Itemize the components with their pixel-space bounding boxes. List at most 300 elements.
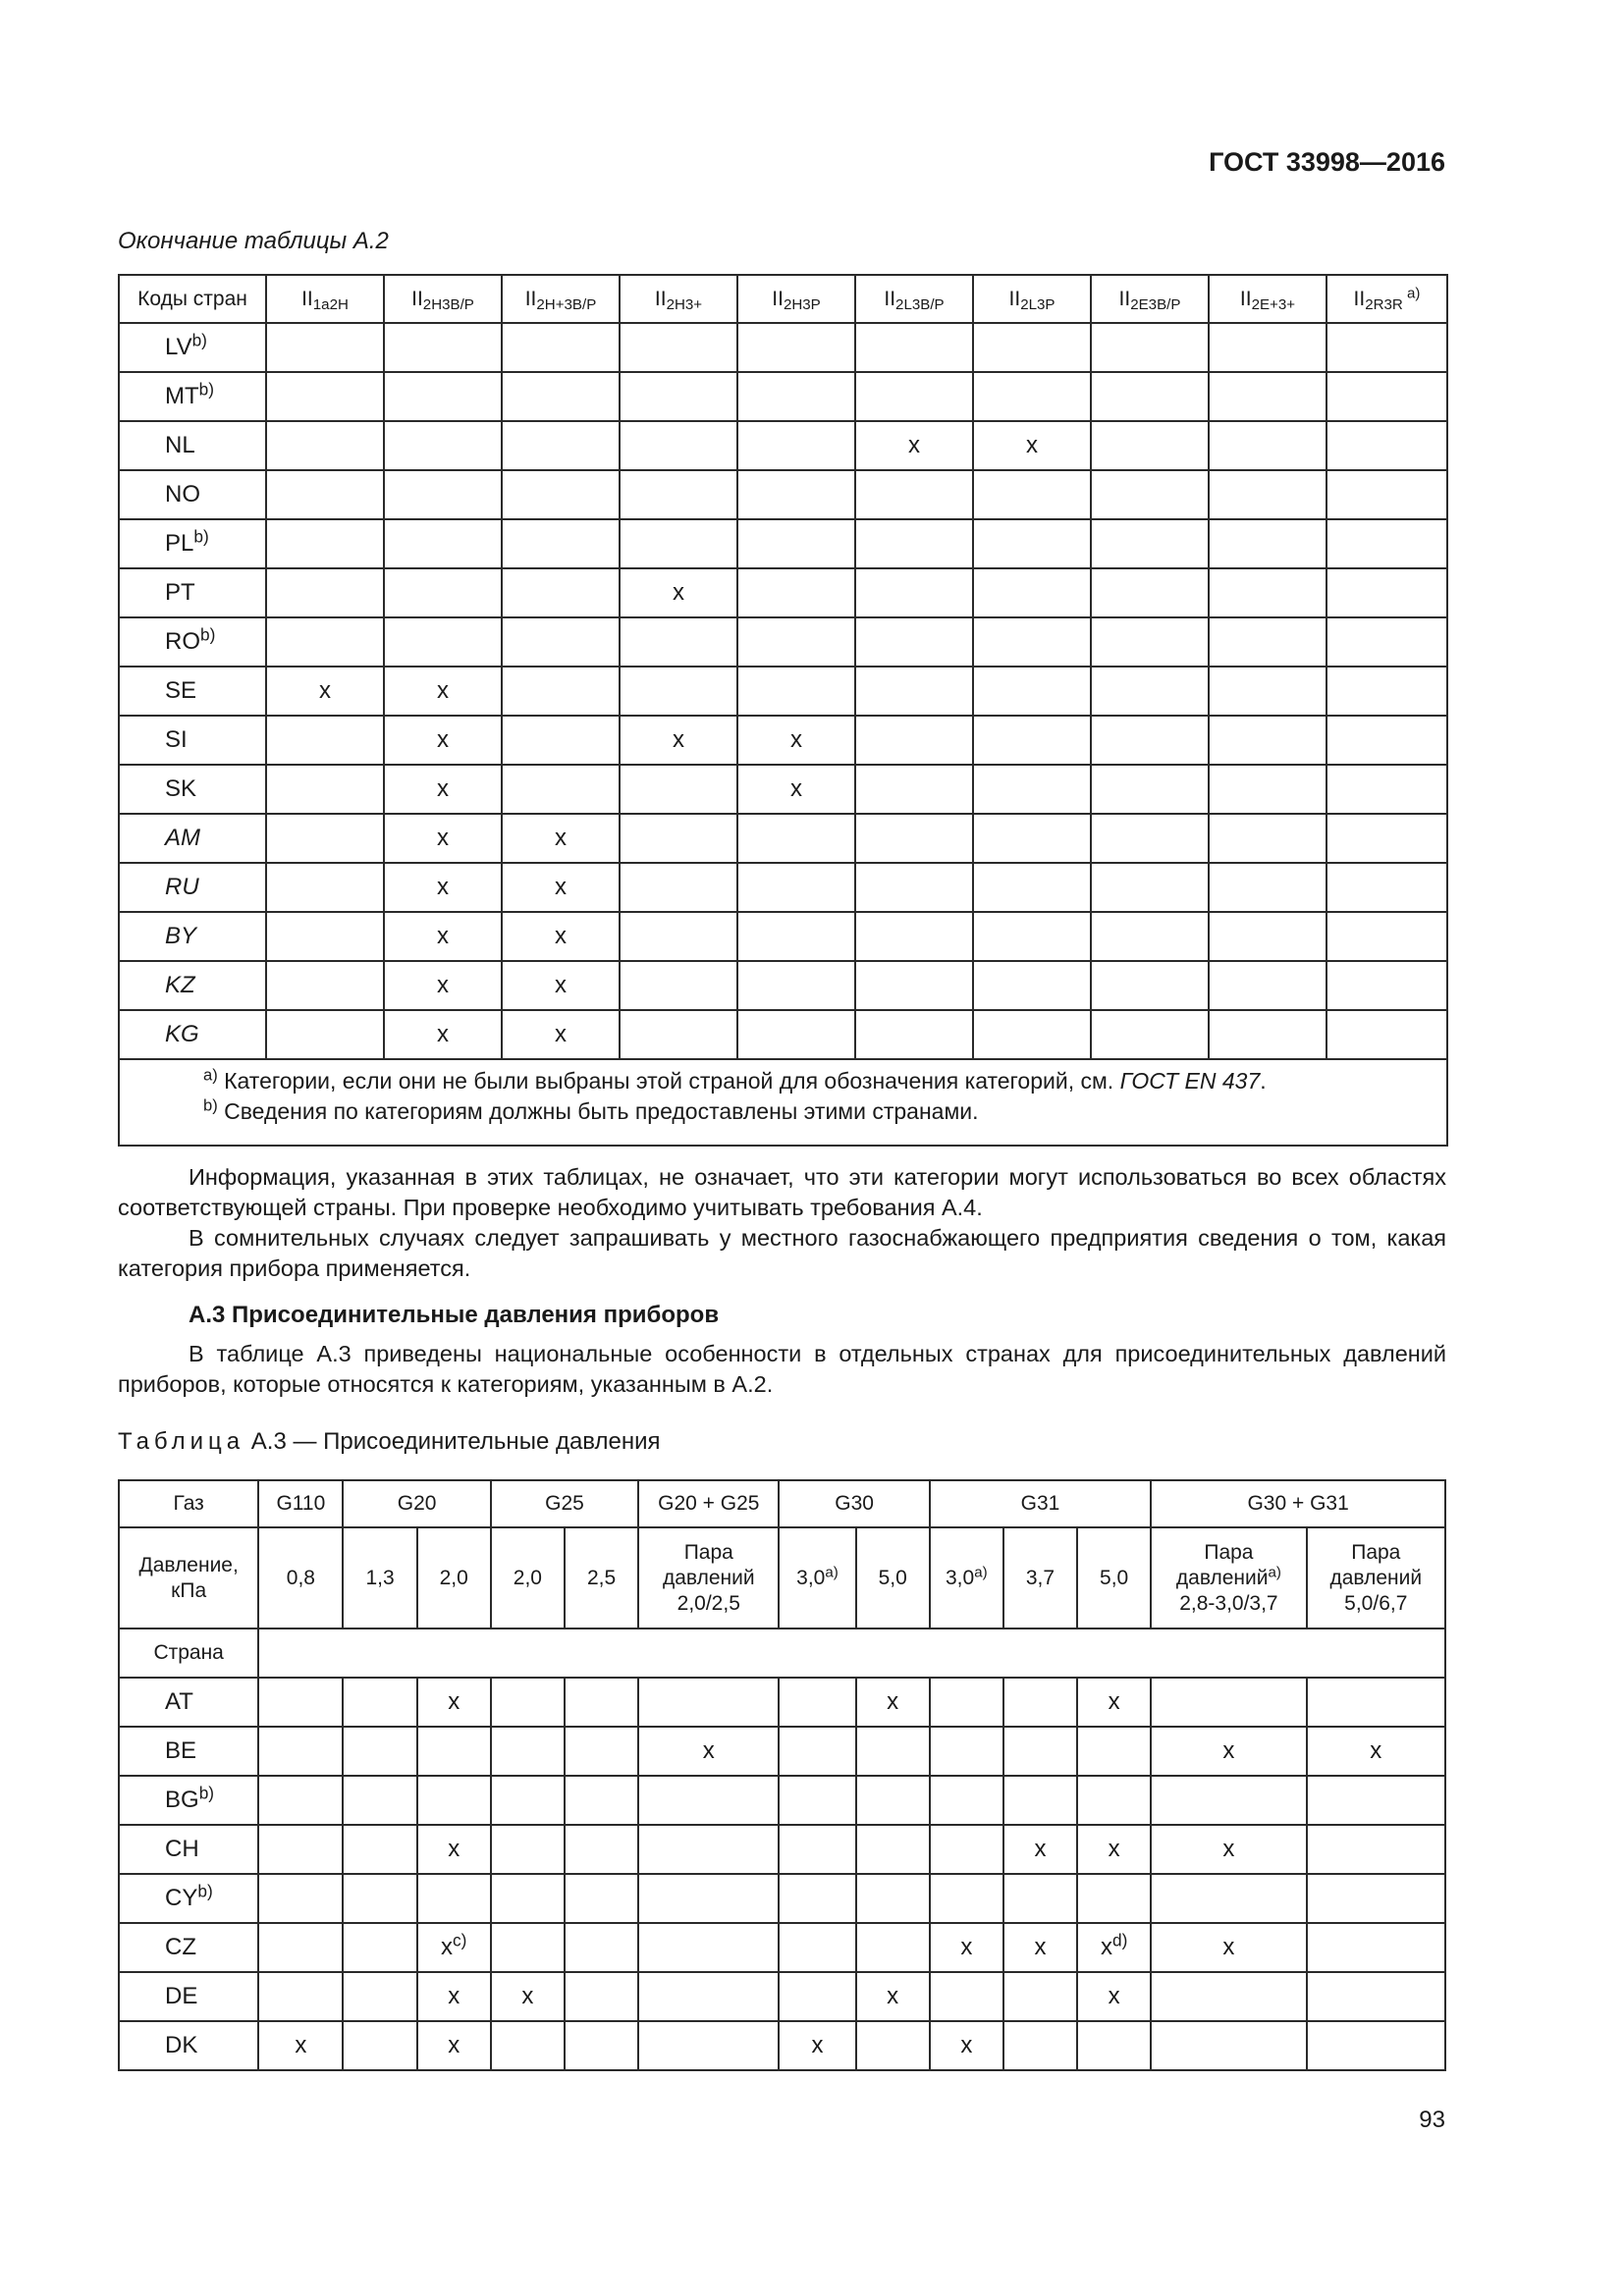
- table-cell: [1091, 470, 1209, 519]
- applicability-mark: x: [960, 2032, 973, 2058]
- table-cell: [930, 1776, 1003, 1825]
- table-cell: [1326, 961, 1447, 1010]
- table-cell: [620, 470, 737, 519]
- table-row: [119, 2021, 1445, 2070]
- table-cell: [502, 519, 620, 568]
- table-cell: [1209, 323, 1326, 372]
- applicability-mark: x: [441, 1934, 454, 1960]
- table-cell: [1209, 863, 1326, 912]
- table-cell: [417, 2021, 491, 2070]
- table-cell: [1091, 667, 1209, 716]
- table-cell: [1077, 1972, 1151, 2021]
- country-code: BE: [165, 1737, 197, 1764]
- pressure-value: 3,0: [946, 1566, 975, 1589]
- table-row: [119, 863, 1447, 912]
- section-title: А.3 Присоединительные давления приборов: [189, 1302, 720, 1328]
- table-cell: [1326, 372, 1447, 421]
- table-cell: [266, 667, 384, 716]
- table-row: [119, 1776, 1445, 1825]
- pressure-value: 1,3: [365, 1566, 395, 1589]
- country-label-span: [258, 1629, 1445, 1678]
- table-cell: [1307, 1727, 1445, 1776]
- table-cell: [565, 1825, 638, 1874]
- table-cell: [1151, 1776, 1306, 1825]
- paragraph-doubt: В сомнительных случаях следует запрашивать у местного газоснабжающего предприятия сведения о том, какая категория прибора применяется.: [118, 1225, 1446, 1281]
- table-cell: [973, 470, 1091, 519]
- table-cell: [266, 568, 384, 617]
- table-a3: [118, 1479, 1446, 2071]
- note-a: [203, 1066, 1436, 1096]
- table-cell: [856, 1727, 930, 1776]
- applicability-mark: x: [319, 677, 331, 704]
- pressure-value-cell: [343, 1527, 416, 1629]
- table-cell: [502, 765, 620, 814]
- country-code: KG: [165, 1021, 199, 1047]
- country-code: CH: [165, 1836, 199, 1862]
- country-code-cell: [119, 1678, 258, 1727]
- table-cell: [855, 912, 973, 961]
- table-cell: [502, 617, 620, 667]
- table-cell: [973, 421, 1091, 470]
- gas-header-row: [119, 1480, 1445, 1527]
- table-row: [119, 961, 1447, 1010]
- category-subscript: 2L3B/P: [895, 295, 945, 313]
- table-cell: [266, 470, 384, 519]
- country-code-cell: [119, 1923, 258, 1972]
- country-code: BG: [165, 1787, 199, 1813]
- applicability-mark: x: [887, 1688, 899, 1715]
- table-cell: [737, 470, 855, 519]
- table-cell: [417, 1972, 491, 2021]
- category-subscript: 2H3+: [666, 295, 703, 313]
- table-row: [119, 323, 1447, 372]
- table-cell: [502, 863, 620, 912]
- table-a2-caption: Окончание таблицы А.2: [118, 228, 389, 254]
- gas-name: G20 + G25: [658, 1492, 760, 1515]
- table-row: [119, 1923, 1445, 1972]
- table-cell: [384, 470, 502, 519]
- category-subscript: 2H+3B/P: [536, 295, 597, 313]
- pressure-pair: 2,0/2,5: [677, 1591, 740, 1615]
- table-cell: [417, 1825, 491, 1874]
- applicability-mark: x: [448, 1836, 460, 1862]
- table-cell: [491, 1678, 565, 1727]
- gas-label: Газ: [173, 1492, 204, 1515]
- pressure-value: Пара давлений: [1175, 1540, 1269, 1589]
- table-cell: [565, 1874, 638, 1923]
- table-cell: [855, 863, 973, 912]
- applicability-mark: x: [1222, 1836, 1235, 1862]
- table-cell: [1003, 1678, 1077, 1727]
- table-cell: [417, 1678, 491, 1727]
- applicability-mark: x: [437, 775, 449, 802]
- table-cell: [855, 961, 973, 1010]
- table-cell: [737, 617, 855, 667]
- table-cell: [1091, 912, 1209, 961]
- table-cell: [638, 1972, 779, 2021]
- table-cell: [638, 1825, 779, 1874]
- table-cell: [266, 961, 384, 1010]
- gas-label-cell: [119, 1480, 258, 1527]
- table-cell: [1307, 1972, 1445, 2021]
- footnote-marker: b): [198, 1783, 215, 1803]
- table-cell: [973, 1010, 1091, 1059]
- table-cell: [620, 716, 737, 765]
- country-code-cell: [119, 323, 266, 372]
- category-base: II: [524, 287, 537, 310]
- table-cell: [855, 814, 973, 863]
- country-code-cell: [119, 372, 266, 421]
- table-cell: [1091, 765, 1209, 814]
- column-header-category: [266, 275, 384, 323]
- table-cell: [384, 1010, 502, 1059]
- table-cell: [1077, 1727, 1151, 1776]
- table-cell: [266, 617, 384, 667]
- table-cell: [502, 716, 620, 765]
- table-cell: [1077, 1776, 1151, 1825]
- column-header-category: [855, 275, 973, 323]
- table-cell: [737, 421, 855, 470]
- gas-name: G30: [835, 1492, 874, 1515]
- table-cell: [856, 1678, 930, 1727]
- table-cell: [620, 765, 737, 814]
- table-cell: [855, 421, 973, 470]
- footnote-marker: d): [1111, 1930, 1128, 1950]
- table-cell: [856, 1825, 930, 1874]
- table-cell: [266, 814, 384, 863]
- column-header-country: [119, 275, 266, 323]
- table-cell: [855, 765, 973, 814]
- table-cell: [384, 568, 502, 617]
- pressure-value-cell: [1003, 1527, 1077, 1629]
- country-code-cell: [119, 421, 266, 470]
- table-row: [119, 1972, 1445, 2021]
- category-subscript: 2H3B/P: [422, 295, 474, 313]
- table-cell: [1209, 421, 1326, 470]
- table-row: [119, 1825, 1445, 1874]
- column-header-label: Коды стран: [137, 287, 247, 310]
- table-cell: [930, 2021, 1003, 2070]
- paragraph-block: [118, 1162, 1446, 1284]
- table-cell: [620, 912, 737, 961]
- country-code: LV: [165, 334, 192, 360]
- table-cell: [1077, 1874, 1151, 1923]
- table-word: Таблица: [118, 1428, 245, 1455]
- table-cell: [638, 1727, 779, 1776]
- table-cell: [258, 1825, 343, 1874]
- table-cell: [930, 1825, 1003, 1874]
- paragraph-info: Информация, указанная в этих таблицах, не означает, что эти категории могут использоваться во всех областях соответствующей страны. При проверке необходимо учитывать требования А.4.: [118, 1164, 1446, 1220]
- table-cell: [620, 323, 737, 372]
- table-cell: [620, 519, 737, 568]
- table-cell: [491, 1776, 565, 1825]
- country-code-cell: [119, 1874, 258, 1923]
- table-cell: [620, 617, 737, 667]
- column-header-category: [620, 275, 737, 323]
- table-cell: [1091, 323, 1209, 372]
- table-cell: [417, 1776, 491, 1825]
- table-cell: [973, 568, 1091, 617]
- pressure-value-cell: [638, 1527, 779, 1629]
- pressure-value-cell: [491, 1527, 565, 1629]
- country-code: DK: [165, 2032, 198, 2058]
- pressure-value-cell: [1307, 1527, 1445, 1629]
- table-cell: [1209, 961, 1326, 1010]
- applicability-mark: x: [1026, 432, 1038, 458]
- table-row: [119, 470, 1447, 519]
- table-cell: [779, 1776, 855, 1825]
- table-cell: [779, 1727, 855, 1776]
- table-cell: [973, 372, 1091, 421]
- note-b: [203, 1096, 1436, 1127]
- table-cell: [973, 617, 1091, 667]
- table-cell: [1209, 470, 1326, 519]
- country-code-cell: [119, 1972, 258, 2021]
- applicability-mark: x: [437, 825, 449, 851]
- country-code: PL: [165, 530, 194, 557]
- country-label: Страна: [153, 1641, 224, 1664]
- table-cell: [1003, 2021, 1077, 2070]
- gas-name: G110: [276, 1492, 326, 1515]
- category-subscript: 2R3R: [1365, 295, 1403, 313]
- table-cell: [384, 961, 502, 1010]
- pressure-pair: 5,0/6,7: [1344, 1591, 1408, 1615]
- applicability-mark: x: [437, 726, 449, 753]
- table-cell: [1326, 568, 1447, 617]
- table-row: [119, 617, 1447, 667]
- applicability-mark: x: [1370, 1737, 1382, 1764]
- footnote-marker: b): [200, 624, 216, 645]
- table-cell: [737, 814, 855, 863]
- country-code-cell: [119, 667, 266, 716]
- applicability-mark: x: [437, 677, 449, 704]
- table-cell: [855, 372, 973, 421]
- table-cell: [384, 814, 502, 863]
- pressure-value: 2,0: [439, 1566, 468, 1589]
- table-cell: [258, 1923, 343, 1972]
- table-cell: [1003, 1972, 1077, 2021]
- table-cell: [1151, 2021, 1306, 2070]
- pressure-value: 0,8: [286, 1566, 315, 1589]
- category-subscript: 2E+3+: [1251, 295, 1296, 313]
- footnote-marker: a): [1268, 1563, 1281, 1580]
- table-cell: [973, 961, 1091, 1010]
- applicability-mark: x: [1222, 1737, 1235, 1764]
- table-cell: [737, 667, 855, 716]
- gas-name: G31: [1020, 1492, 1060, 1515]
- pressure-label-cell: [119, 1527, 258, 1629]
- applicability-mark: x: [960, 1934, 973, 1960]
- column-header-category: [1209, 275, 1326, 323]
- table-cell: [973, 323, 1091, 372]
- table-cell: [855, 617, 973, 667]
- table-cell: [930, 1678, 1003, 1727]
- table-cell: [1326, 421, 1447, 470]
- table-cell: [343, 1678, 416, 1727]
- applicability-mark: x: [448, 1983, 460, 2009]
- table-cell: [1209, 716, 1326, 765]
- table-cell: [491, 1874, 565, 1923]
- table-cell: [737, 323, 855, 372]
- country-code-cell: [119, 617, 266, 667]
- table-cell: [1091, 568, 1209, 617]
- country-code: DE: [165, 1983, 198, 2009]
- country-code-cell: [119, 961, 266, 1010]
- table-cell: [384, 765, 502, 814]
- table-cell: [855, 667, 973, 716]
- applicability-mark: x: [295, 2032, 307, 2058]
- table-cell: [258, 1678, 343, 1727]
- table-cell: [973, 519, 1091, 568]
- country-code: AT: [165, 1688, 193, 1715]
- applicability-mark: x: [887, 1983, 899, 2009]
- table-cell: [1091, 814, 1209, 863]
- table-cell: [620, 863, 737, 912]
- table-cell: [491, 1923, 565, 1972]
- table-row: [119, 1874, 1445, 1923]
- pressure-value: 3,0: [796, 1566, 826, 1589]
- applicability-mark: x: [790, 775, 802, 802]
- applicability-mark: x: [1108, 1983, 1120, 2009]
- table-cell: [1091, 1010, 1209, 1059]
- applicability-mark: x: [811, 2032, 824, 2058]
- table-cell: [1091, 617, 1209, 667]
- table-cell: [565, 1923, 638, 1972]
- table-cell: [638, 1923, 779, 1972]
- pressure-value: 5,0: [878, 1566, 907, 1589]
- table-cell: [1151, 1874, 1306, 1923]
- table-cell: [1326, 323, 1447, 372]
- table-row: [119, 372, 1447, 421]
- table-cell: [737, 863, 855, 912]
- table-cell: [491, 2021, 565, 2070]
- table-cell: [384, 323, 502, 372]
- table-cell: [266, 912, 384, 961]
- country-code: SK: [165, 775, 197, 802]
- table-cell: [1307, 1776, 1445, 1825]
- table-cell: [1151, 1678, 1306, 1727]
- table-cell: [1209, 1010, 1326, 1059]
- table-row: [119, 765, 1447, 814]
- table-cell: [855, 519, 973, 568]
- table-cell: [1003, 1874, 1077, 1923]
- table-cell: [638, 1678, 779, 1727]
- table-cell: [384, 716, 502, 765]
- table-cell: [491, 1825, 565, 1874]
- table-cell: [1151, 1727, 1306, 1776]
- note-reference: ГОСТ EN 437: [1119, 1068, 1261, 1094]
- table-cell: [502, 568, 620, 617]
- table-cell: [343, 1825, 416, 1874]
- table-cell: [266, 1010, 384, 1059]
- table-cell: [417, 1923, 491, 1972]
- category-subscript: 1a2H: [312, 295, 349, 313]
- table-cell: [266, 519, 384, 568]
- table-cell: [638, 1776, 779, 1825]
- table-cell: [1003, 1727, 1077, 1776]
- applicability-mark: x: [555, 874, 567, 900]
- table-cell: [1326, 912, 1447, 961]
- table-cell: [737, 519, 855, 568]
- table-cell: [1209, 667, 1326, 716]
- table-cell: [737, 372, 855, 421]
- table-cell: [779, 1874, 855, 1923]
- table-cell: [1326, 667, 1447, 716]
- table-cell: [1077, 1825, 1151, 1874]
- table-cell: [973, 765, 1091, 814]
- table-cell: [855, 323, 973, 372]
- table-a3-caption: [118, 1428, 661, 1456]
- table-cell: [502, 912, 620, 961]
- table-cell: [1326, 765, 1447, 814]
- document-header: ГОСТ 33998—2016: [1209, 147, 1445, 177]
- table-cell: [1307, 2021, 1445, 2070]
- country-code-cell: [119, 568, 266, 617]
- table-cell: [266, 863, 384, 912]
- country-code-cell: [119, 1010, 266, 1059]
- country-code-cell: [119, 470, 266, 519]
- table-cell: [1209, 765, 1326, 814]
- note-text: Сведения по категориям должны быть предоставлены этими странами.: [217, 1098, 979, 1124]
- country-code: RU: [165, 874, 199, 900]
- table-cell: [620, 961, 737, 1010]
- country-code: AM: [165, 825, 200, 851]
- table-cell: [856, 1923, 930, 1972]
- table-cell: [856, 2021, 930, 2070]
- note-marker: a): [203, 1065, 218, 1085]
- table-cell: [930, 1727, 1003, 1776]
- table-a3-title: А.3 — Присоединительные давления: [250, 1428, 661, 1455]
- country-code: CY: [165, 1885, 198, 1911]
- category-base: II: [772, 287, 784, 310]
- table-cell: [1326, 863, 1447, 912]
- table-row: [119, 667, 1447, 716]
- applicability-mark: x: [790, 726, 802, 753]
- table-cell: [565, 1678, 638, 1727]
- applicability-mark: x: [437, 972, 449, 998]
- table-cell: [343, 1776, 416, 1825]
- table-cell: [343, 1727, 416, 1776]
- category-base: II: [1353, 287, 1366, 310]
- applicability-mark: x: [555, 923, 567, 949]
- applicability-mark: x: [1222, 1934, 1235, 1960]
- table-cell: [1077, 2021, 1151, 2070]
- applicability-mark: x: [908, 432, 920, 458]
- table-cell: [930, 1972, 1003, 2021]
- table-cell: [343, 1874, 416, 1923]
- gas-name: G20: [397, 1492, 437, 1515]
- pressure-value: Пара давлений: [662, 1540, 755, 1589]
- table-row: [119, 1678, 1445, 1727]
- table-cell: [1326, 1010, 1447, 1059]
- footnote-marker: b): [191, 330, 207, 350]
- table-cell: [1307, 1825, 1445, 1874]
- applicability-mark: x: [673, 726, 684, 753]
- table-cell: [855, 470, 973, 519]
- table-cell: [1326, 519, 1447, 568]
- applicability-mark: x: [555, 1021, 567, 1047]
- table-cell: [258, 1972, 343, 2021]
- country-label-cell: [119, 1629, 258, 1678]
- applicability-mark: x: [673, 579, 684, 606]
- table-cell: [491, 1727, 565, 1776]
- table-cell: [258, 1776, 343, 1825]
- table-cell: [930, 1874, 1003, 1923]
- country-code: KZ: [165, 972, 195, 998]
- table-cell: [384, 667, 502, 716]
- applicability-mark: x: [1108, 1688, 1120, 1715]
- category-base: II: [411, 287, 423, 310]
